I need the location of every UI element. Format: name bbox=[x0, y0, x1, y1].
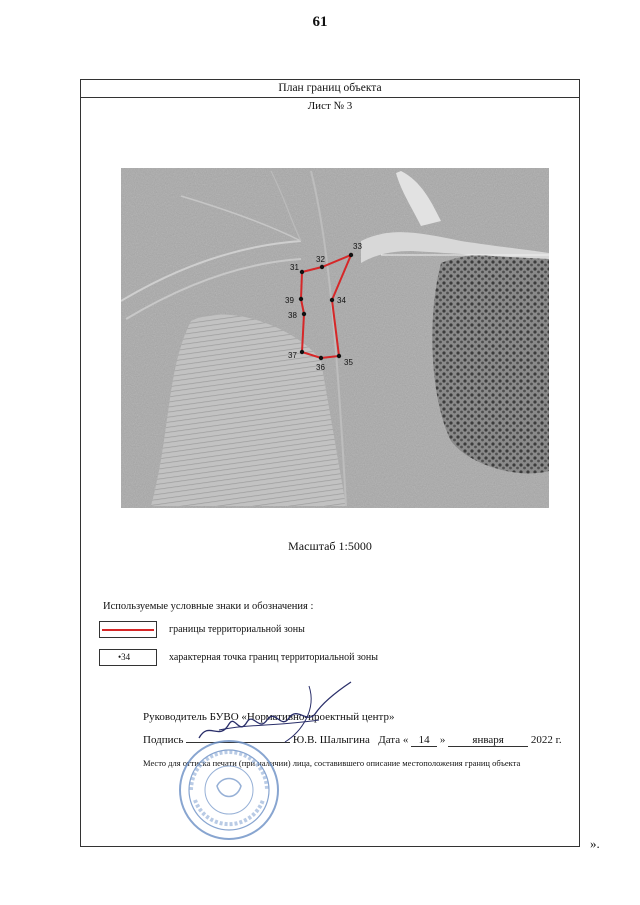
legend-point-text: характерная точка границ территориальной зоны bbox=[169, 652, 378, 663]
legend-line-text: границы территориальной зоны bbox=[169, 624, 305, 635]
aerial-map bbox=[121, 168, 549, 508]
date-label: Дата « bbox=[378, 734, 409, 746]
boundary-point-label: 36 bbox=[316, 363, 325, 372]
boundary-point-label: 34 bbox=[337, 296, 346, 305]
boundary-point bbox=[300, 270, 304, 274]
page-number: 61 bbox=[312, 14, 328, 30]
date-mid: » bbox=[439, 734, 446, 746]
sheet-number: Лист № 3 bbox=[307, 100, 353, 112]
legend-point-symbol bbox=[99, 649, 157, 666]
boundary-point-label: 35 bbox=[344, 358, 353, 367]
boundary-point bbox=[349, 253, 353, 257]
date-year: 2022 г. bbox=[530, 734, 562, 746]
legend-line-symbol bbox=[99, 621, 157, 638]
date-day: 14 bbox=[411, 734, 437, 747]
boundary-point-label: 33 bbox=[353, 242, 362, 251]
boundary-point bbox=[302, 312, 306, 316]
plan-title: План границ объекта bbox=[81, 80, 579, 98]
boundary-point bbox=[330, 298, 334, 302]
boundary-point bbox=[320, 265, 324, 269]
official-seal bbox=[177, 738, 281, 842]
boundary-point bbox=[299, 297, 303, 301]
signer-name: Ю.В. Шалыгина bbox=[292, 734, 370, 746]
boundary-line-icon bbox=[102, 629, 154, 631]
date-month: января bbox=[448, 734, 528, 747]
boundary-point-label: 32 bbox=[316, 255, 325, 264]
boundary-point-label: 39 bbox=[285, 296, 294, 305]
boundary-point bbox=[337, 354, 341, 358]
legend-point-label: •34 bbox=[118, 652, 131, 662]
plan-frame bbox=[80, 79, 580, 847]
closing-quote: ». bbox=[590, 836, 600, 851]
organization-head: Руководитель БУВО «Нормативно-проектный центр» bbox=[143, 711, 395, 723]
seal-place-text: Место для оттиска печати (при наличии) лица, составившего описание местоположения границ объекта bbox=[143, 758, 521, 768]
boundary-point bbox=[319, 356, 323, 360]
map-scale: Масштаб 1:5000 bbox=[288, 539, 372, 553]
boundary-point-label: 31 bbox=[290, 263, 299, 272]
legend-title: Используемые условные знаки и обозначения : bbox=[103, 601, 314, 612]
boundary-point-label: 37 bbox=[288, 351, 297, 360]
sign-label: Подпись bbox=[143, 734, 184, 746]
boundary-point-label: 38 bbox=[288, 311, 297, 320]
boundary-point bbox=[300, 350, 304, 354]
